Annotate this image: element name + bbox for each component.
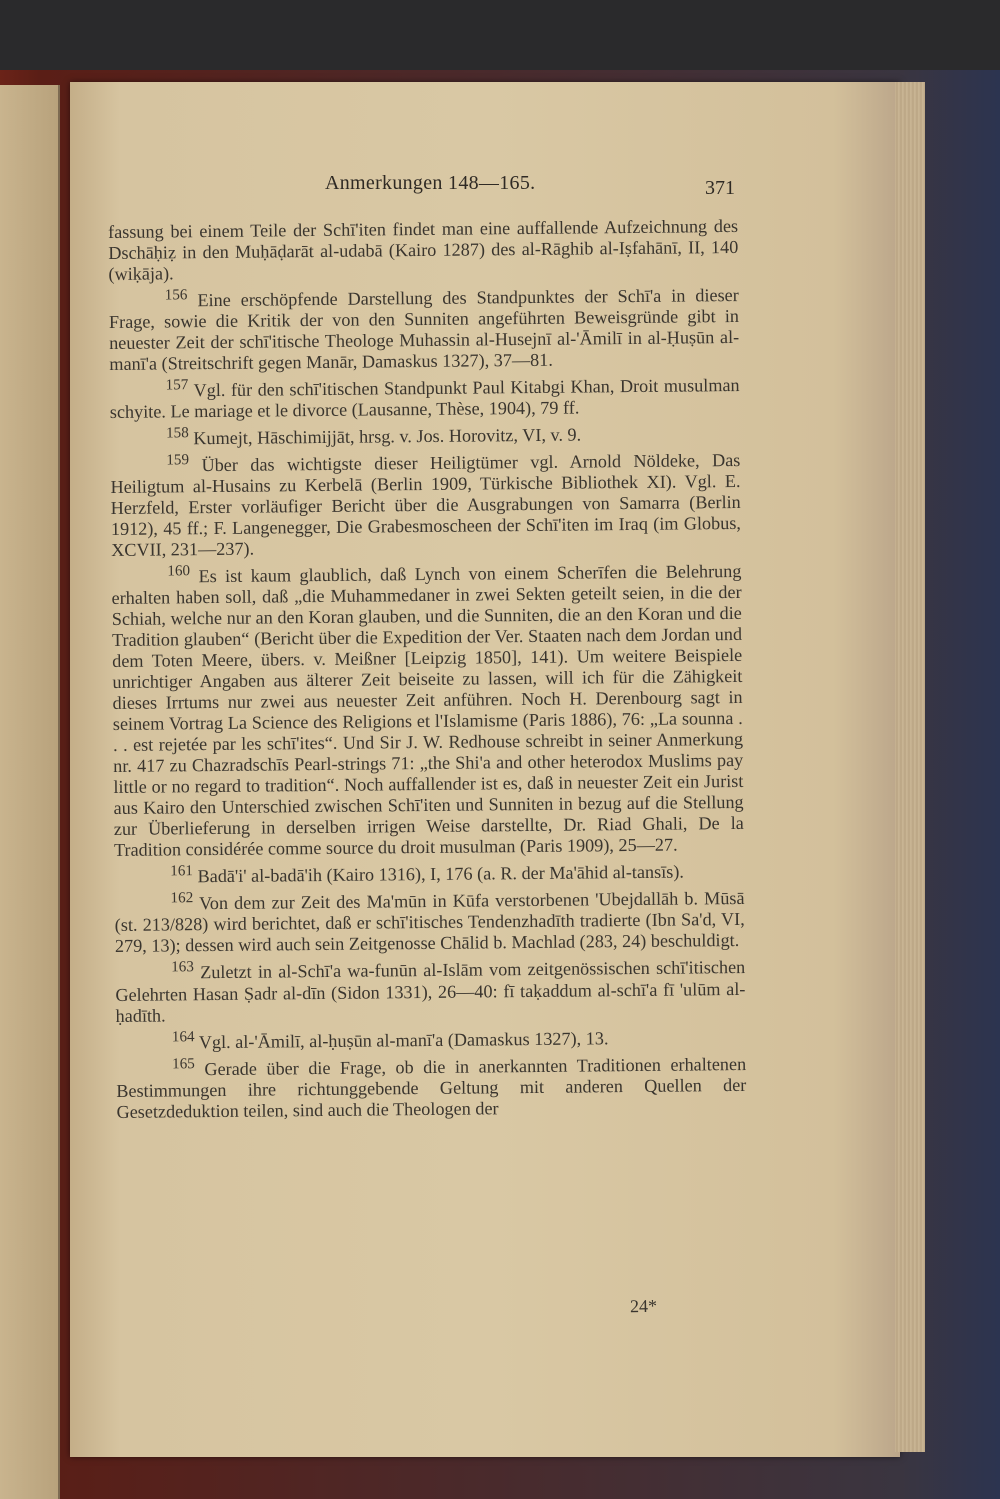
note-164: $^{164}$ Vgl. al-'Āmilī, al-ḥuṣūn al-manī'a (Damaskus 1327), 13. <box>171 1027 609 1052</box>
note-number: 156 <box>164 286 188 304</box>
note-number: 159 <box>166 451 190 469</box>
running-head: Anmerkungen 148—165. <box>325 172 536 194</box>
signature-mark: 24* <box>629 1295 658 1317</box>
note-160: $^{160}$ Es ist kaum glaublich, daß Lynch von einem Scherīfen die Belehrung erhalten haben soll, daß „die Muhammedaner in zwei Sekten geteilt seien, in die der Schiah, welche nur an den Koran glauben, und die Sunniten, die an den Koran und die Tradition glauben“ (Bericht über die Expedition der Ver. Staaten nach dem Jordan und dem Toten Meere, übers. v. Meißner [Leipzig 1850], 141). Um weitere Beispiele unrichtiger Angaben aus älterer Zeit beiseite zu lassen, will ich für die Zähigkeit dieses Irrtums nur zwei aus neuester Zeit anführen. Noch H. Derenbourg sagt in seinem Vortrag La Science des Religions et l'Islamisme (Paris 1886), 76: „La sounna . . . est rejetée par les schī'ites“. Und Sir J. W. Redhouse schreibt in seiner Anmerkung nr. 417 zu Chazradschīs Pearl-strings 71: „the Shi'a and other heterodox Muslims pay little or no regard to tradition“. Noch auffallender ist es, daß in neuester Zeit ein Jurist aus Kairo den Unterschied zwischen Schī'iten und Sunniten in bezug auf die Stellung zur Überlieferung in derselben irrigen Weise darstellte, Dr. Riad Ghali, De la Tradition considérée comme source du droit musulman (Paris 1909), 25—27. <box>111 561 744 861</box>
note-number: 157 <box>165 376 189 394</box>
note-number: 163 <box>171 958 194 976</box>
note-157: $^{157}$ Vgl. für den schī'itischen Standpunkt Paul Kitabgi Khan, Droit musulman schyite. Le mariage et le divorce (Lausanne, Thèse, 1904), 79 ff. <box>109 375 740 423</box>
note-162: $^{162}$ Von dem zur Zeit des Ma'mūn in Kūfa verstorbenen 'Ubejdallāh b. Mūsā (st. 213/828) wird berichtet, daß er schī'itisches Tendenzhadīth tradierte (Ibn Sa'd, VI, 279, 13); dessen wird auch sein Zeitgenosse Chālid b. Machlad (283, 24) beschuldigt. <box>114 888 745 957</box>
notes-body <box>108 216 747 1123</box>
note-number: 160 <box>167 562 191 580</box>
page-number: 371 <box>705 177 735 199</box>
note-number: 165 <box>171 1054 195 1072</box>
note-158: $^{158}$ Kumejt, Hāschimijjāt, hrsg. v. Jos. Horovitz, VI, v. 9. <box>165 424 582 449</box>
note-161: $^{161}$ Badā'i' al-badā'ih (Kairo 1316), I, 176 (a. R. der Ma'āhid al-tansīs). <box>170 861 684 887</box>
note-159: $^{159}$ Über das wichtigste dieser Heiligtümer vgl. Arnold Nöldeke, Das Heiligtum al-Husains zu Kerbelā (Berlin 1909, Türkische Bibliothek XI). Vgl. E. Herzfeld, Erster vorläufiger Bericht über die Ausgrabungen von Samarra (Berlin 1912), 45 ff.; F. Langenegger, Die Grabesmoscheen der Schī'iten im Iraq (im Globus, XCVII, 231—237). <box>110 450 742 561</box>
note-number: 162 <box>170 889 194 907</box>
note-number: 164 <box>171 1027 195 1045</box>
note-number: 161 <box>170 862 194 880</box>
left-page-edge <box>0 85 60 1499</box>
note-156: $^{156}$ Eine erschöpfende Darstellung des Standpunktes der Schī'a in dieser Frage, sowie die Kritik der von den Sunniten angeführten Beweisgründe gibt in neuester Zeit der schī'itische Theologe Muhassin al-Husejnī al-'Āmilī in al-Ḥuṣūn al-manī'a (Streitschrift gegen Manār, Damaskus 1327), 37—81. <box>108 285 740 375</box>
note-165: $^{165}$ Gerade über die Frage, ob die in anerkannten Traditionen erhaltenen Bestimmungen ihre richtunggebende Geltung mit anderen Quellen der Gesetzdeduktion teilen, sind auch die Theologen der <box>116 1053 747 1122</box>
note-continuation: fassung bei einem Teile der Schī'iten findet man eine auffallende Aufzeichnung des Dschāḥiẓ in den Muḥāḍarāt al-udabā (Kairo 1287) des al-Rāghib al-Iṣfahānī, II, 140 (wiḳāja). <box>108 215 739 284</box>
note-number: 158 <box>165 424 189 442</box>
page-stack-edge <box>895 82 925 1452</box>
note-163: $^{163}$ Zuletzt in al-Schī'a wa-funūn al-Islām vom zeitgenössischen schī'itischen Gelehrten Hasan Ṣadr al-dīn (Sidon 1331), 26—40: fī taḳaddum al-schī'a fī 'ulūm al-ḥadīth. <box>115 957 746 1026</box>
